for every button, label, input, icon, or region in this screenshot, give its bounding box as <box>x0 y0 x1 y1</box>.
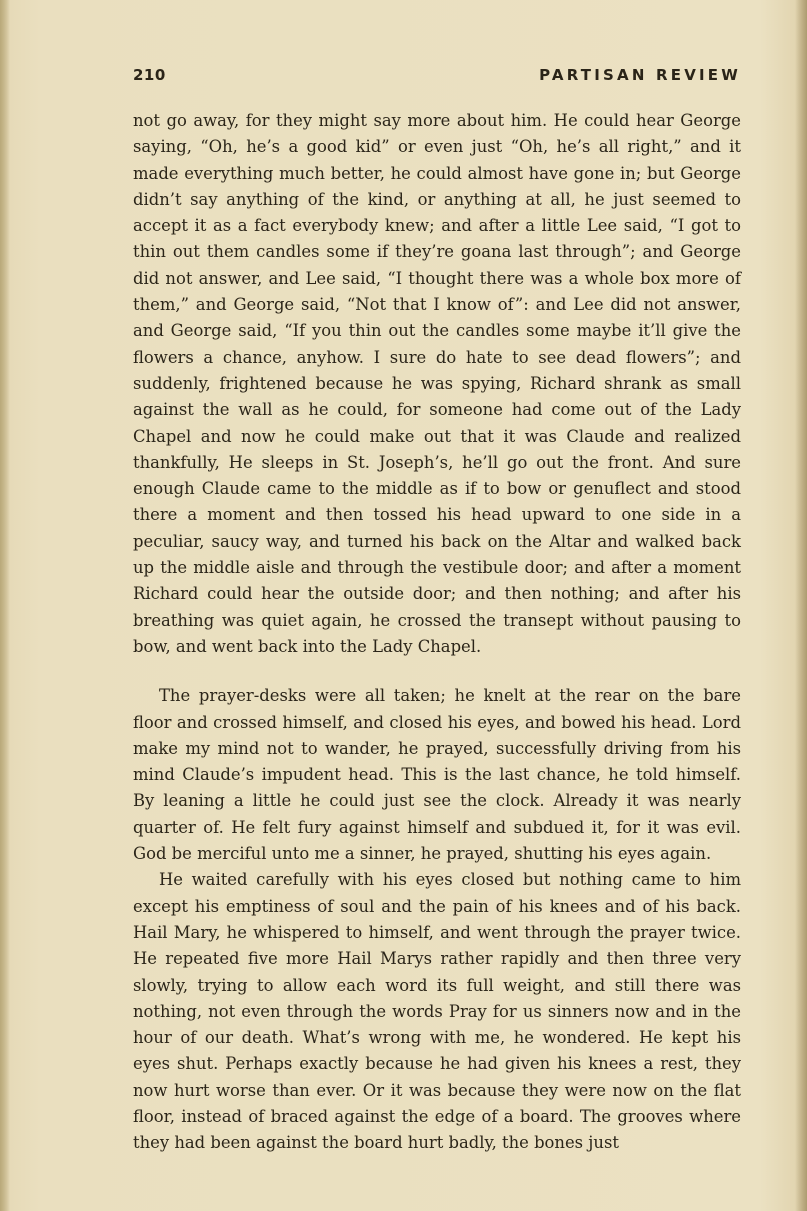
running-head <box>133 66 741 90</box>
paragraph-2: The prayer-desks were all taken; he knelt at the rear on the bare floor and crossed himself, and closed his eyes, and bowed his head. Lord make my mind not to wander, he prayed, successfully driving from his mind Claude’s impudent head. This is the last chance, he told himself. By leaning a little he could just see the clock. Already it was nearly quarter of. He felt fury against himself and subdued it, for it was evil. God be merciful unto me a sinner, he prayed, shutting his eyes again. <box>133 686 741 864</box>
paragraph-3: He waited carefully with his eyes closed but nothing came to him except his emptiness of soul and the pain of his knees and of his back. Hail Mary, he whispered to himself, and went through the prayer twice. He repeated five more Hail Marys rather rapidly and then three very slowly, trying to allow each word its full weight, and still there was nothing, not even through the words Pray for us sinners now and in the hour of our death. What’s wrong with me, he wondered. He kept his eyes shut. Perhaps exactly because he had given his knees a rest, they now hurt worse than ever. Or it was because they were now on the flat floor, instead of braced against the edge of a board. The grooves where they had been against the board hurt badly, the bones just <box>133 870 741 1153</box>
journal-title: PARTISAN REVIEW <box>539 66 741 84</box>
gutter-shadow <box>0 0 10 1211</box>
paragraph-1: not go away, for they might say more about him. He could hear George saying, “Oh, he’s a good kid” or even just “Oh, he’s all right,” and it made everything much better, he could almost have gone in; but George didn’t say anything of the kind, or anything at all, he just seemed to accept it as a fact everybody knew; and after a little Lee said, “I got to thin out them candles some if they’re goana last through”; and George did not answer, and Lee said, “I thought there was a whole box more of them,” and George said, “Not that I know of”: and Lee did not answer, and George said, “If you thin out the candles some maybe it’ll give the flowers a chance, anyhow. I sure do hate to see dead flowers”; and suddenly, frightened because he was spying, Richard shrank as small against the wall as he could, for someone had come out of the Lady Chapel and now he could make out that it was Claude and realized thankfully, He sleeps in St. Joseph’s, he’ll go out the front. And sure enough Claude came to the middle as if to bow or genuflect and stood there a moment and then tossed his head upward to one side in a peculiar, saucy way, and turned his back on the Altar and walked back up the middle aisle and through the vestibule door; and after a moment Richard could hear the outside door; and then nothing; and after his breathing was quiet again, he crossed the transept without pausing to bow, and went back into the Lady Chapel. <box>133 111 741 656</box>
page-number: 210 <box>133 66 166 84</box>
body-text <box>133 108 741 1157</box>
page-edge-shadow <box>795 0 807 1211</box>
